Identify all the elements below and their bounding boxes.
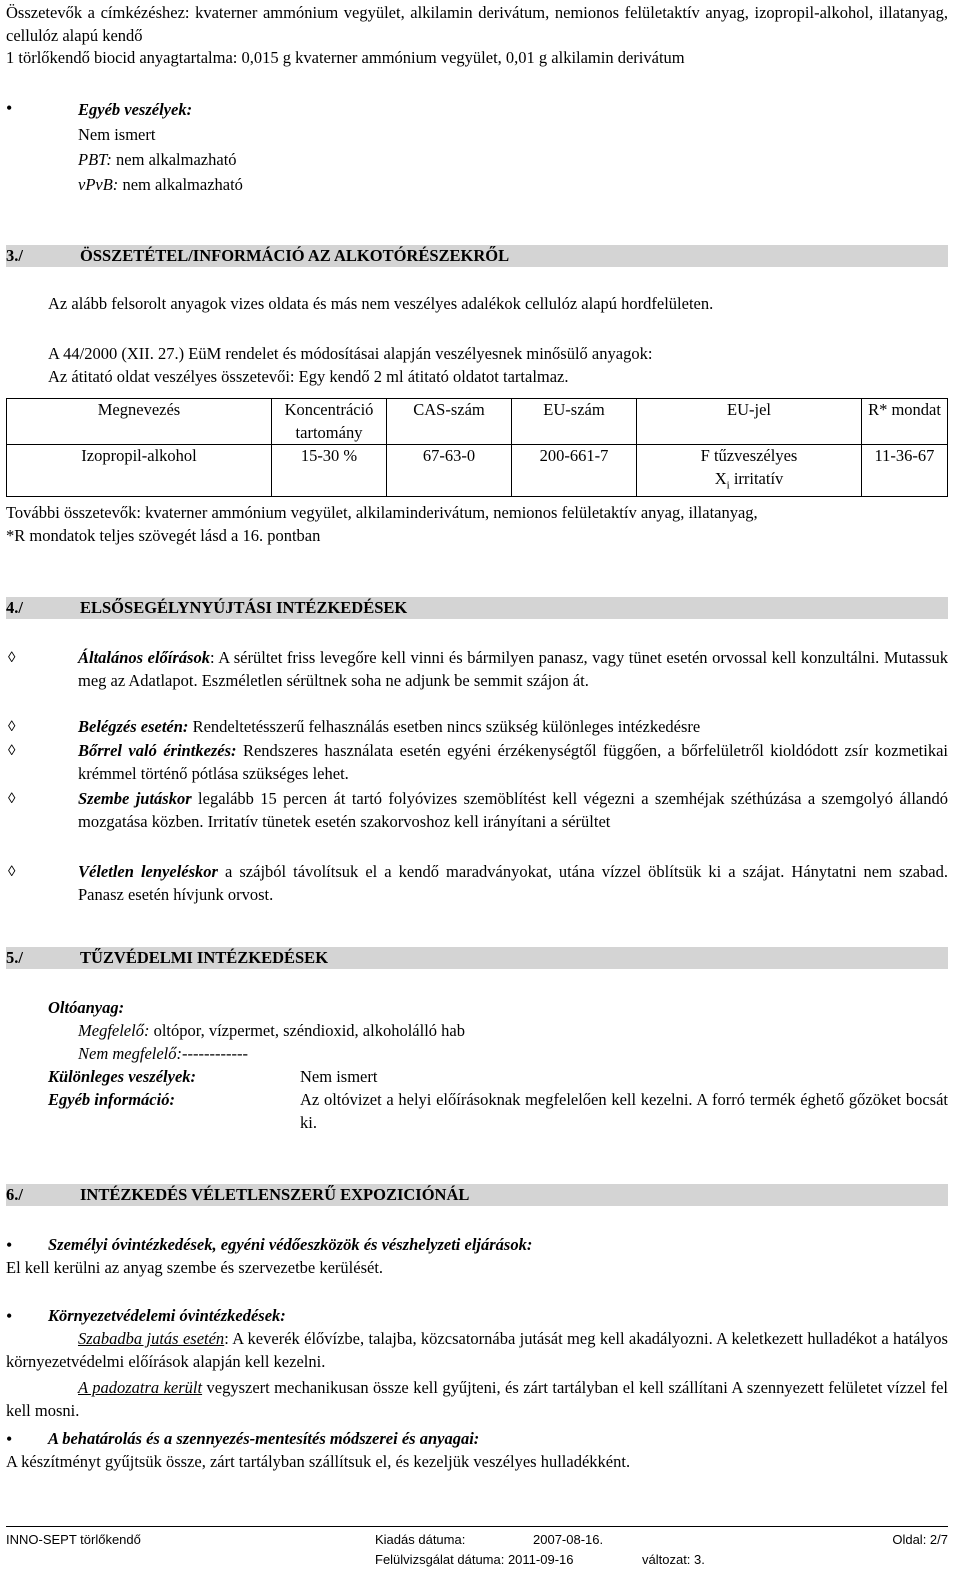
suitable-media-line (78, 1020, 465, 1043)
firstaid-general-text: A sérültet friss levegőre kell vinni és bármilyen panasz, vagy tünet esetén orvossal kell konzultálni. Mutassuk meg az Adatlapot. Eszméletlen sérültnek soha ne adjunk be semmit szájon át. (78, 648, 948, 690)
section-3-title: ÖSSZETÉTEL/INFORMÁCIÓ AZ ALKOTÓRÉSZEKRŐL (80, 246, 510, 265)
release-paragraph (6, 1328, 948, 1373)
unsuitable-label: Nem megfelelő: (78, 1044, 183, 1063)
composition-table (6, 398, 948, 497)
suitable-value: oltópor, vízpermet, széndioxid, alkoholálló hab (149, 1021, 465, 1040)
diamond-icon: ◊ (8, 650, 16, 666)
table-row (7, 445, 948, 497)
unsuitable-value: ------------ (182, 1044, 248, 1063)
other-info-value: Az oltóvizet a helyi előírásoknak megfelelően kell kezelni. A forró termék éghető gőzöket bocsát ki. (300, 1090, 948, 1132)
personal-precautions-title: Személyi óvintézkedések, egyéni védőeszközök és vészhelyzeti eljárások: (48, 1235, 533, 1254)
table-header-cell: Megnevezés (7, 399, 272, 445)
eujel-line1: F tűzveszélyes (700, 446, 798, 465)
other-hazards-title: Egyéb veszélyek: (78, 100, 193, 119)
table-cell-cas: 67-63-0 (387, 445, 512, 497)
section-3-para2: A 44/2000 (XII. 27.) EüM rendelet és módosításai alapján veszélyesnek minősülő anyagok: (48, 344, 653, 363)
intro-ingredients-line: Összetevők a címkézéshez: kvaterner ammónium vegyület, alkilamin derivátum, nemionos felületaktív anyag, izopropil-alkohol, illatanyag, cellulóz alapú kendő (6, 3, 948, 45)
intro-biocid-line: 1 törlőkendő biocid anyagtartalma: 0,015 g kvaterner ammónium vegyület, 0,01 g alkilamin derivátum (6, 48, 685, 67)
table-cell-conc: 15-30 % (272, 445, 387, 497)
pbt-line (78, 147, 243, 172)
vpvb-label: vPvB: (78, 175, 119, 194)
table-cell-name: Izopropil-alkohol (7, 445, 272, 497)
firstaid-inhalation-label: Belégzés esetén: (78, 717, 189, 736)
table-header-cell: CAS-szám (387, 399, 512, 445)
table-header-cell: EU-jel (637, 399, 862, 445)
suitable-label: Megfelelő: (78, 1021, 150, 1040)
footer-review-date: Felülvizsgálat dátuma: 2011-09-16 (375, 1552, 574, 1567)
pbt-label: PBT: (78, 150, 112, 169)
firstaid-ingestion (78, 861, 948, 906)
vpvb-line (78, 172, 243, 197)
firstaid-eyes (78, 788, 948, 833)
firstaid-general (78, 647, 948, 692)
floor-label: A padozatra került (78, 1378, 203, 1397)
eujel-x: X (714, 468, 727, 488)
section-3-header (6, 245, 948, 267)
floor-paragraph (6, 1377, 948, 1422)
firstaid-skin-label: Bőrrel való érintkezés: (78, 741, 237, 760)
section-3-number: 3./ (6, 246, 23, 265)
firstaid-inhalation (78, 716, 948, 739)
vpvb-value: nem alkalmazható (118, 175, 243, 194)
footer-product: INNO-SEPT törlőkendő (6, 1532, 141, 1547)
special-hazards-label: Különleges veszélyek: (48, 1067, 197, 1086)
section-6-header (6, 1184, 948, 1206)
footer-issue-date: 2007-08-16. (533, 1532, 604, 1547)
firstaid-general-sep: : (209, 648, 215, 667)
diamond-icon: ◊ (8, 791, 16, 807)
release-label: Szabadba jutás esetén (78, 1329, 225, 1348)
table-header-row (7, 399, 948, 445)
other-hazards-block (78, 97, 243, 197)
firstaid-ingestion-label: Véletlen lenyeléskor (78, 862, 218, 881)
eujel-line2 (639, 468, 859, 497)
diamond-icon: ◊ (8, 719, 16, 735)
personal-precautions-text: El kell kerülni az anyag szembe és szervezetbe kerülését. (6, 1258, 384, 1277)
other-hazards-value: Nem ismert (78, 125, 156, 144)
table-cell-r: 11-36-67 (862, 445, 948, 497)
footer-divider (6, 1526, 948, 1527)
extinguishing-media-title: Oltóanyag: (48, 998, 125, 1017)
env-precautions-title: Környezetvédelemi óvintézkedések: (48, 1306, 286, 1325)
firstaid-eyes-text: legalább 15 percen át tartó folyóvizes szemöblítést kell végezni a szemhéjak széthúzása a szemgolyó állandó mozgatása közben. Irritatív tünetek esetén szakorvoshoz kell irányítani a sérültet (78, 789, 948, 831)
section-5-title: TŰZVÉDELMI INTÉZKEDÉSEK (80, 948, 329, 967)
section-3-para3: Az átitató oldat veszélyes összetevői: Egy kendő 2 ml átitató oldatot tartalmaz. (48, 367, 569, 386)
section-5-number: 5./ (6, 948, 23, 967)
section-6-title: INTÉZKEDÉS VÉLETLENSZERŰ EXPOZICIÓNÁL (80, 1185, 470, 1204)
pbt-value: nem alkalmazható (111, 150, 237, 169)
footer-page-number: Oldal: 2/7 (892, 1532, 948, 1547)
firstaid-general-label: Általános előírások (78, 648, 210, 667)
table-header-cell: Koncentráció tartomány (272, 399, 387, 445)
table-cell-eu: 200-661-7 (512, 445, 637, 497)
firstaid-skin (78, 740, 948, 785)
footer-version: változat: 3. (642, 1552, 705, 1567)
section-4-title: ELSŐSEGÉLYNYÚJTÁSI INTÉZKEDÉSEK (80, 598, 408, 617)
release-text: : A keverék élővízbe, talajba, közcsatornába jutását meg kell akadályozni. A keletkezett hulladékot a hatályos környezetvédelmi előírások alapján kell kezelni. (6, 1329, 948, 1371)
firstaid-skin-text: Rendszeres használata esetén egyéni érzékenységtől függően, a bőrfelületről kioldódott zsír kozmetikai krémmel történő pótlása szükséges lehet. (78, 741, 948, 783)
firstaid-inhalation-text: Rendeltetésszerű felhasználás esetben nincs szükség különleges intézkedésre (188, 717, 701, 736)
bullet-icon: • (6, 1429, 13, 1449)
table-cell-eujel (637, 445, 862, 497)
firstaid-ingestion-text: a szájból távolítsuk el a kendő maradványokat, utána vízzel öblítsük ki a szájat. Hánytatni nem szabad. Panasz esetén hívjunk orvost. (78, 862, 949, 904)
section-5-header (6, 947, 948, 969)
containment-title: A behatárolás és a szennyezés-mentesítés módszerei és anyagai: (48, 1429, 480, 1448)
special-hazards-value: Nem ismert (300, 1067, 378, 1086)
diamond-icon: ◊ (8, 864, 16, 880)
section-4-header (6, 597, 948, 619)
bullet-icon: • (6, 1306, 13, 1326)
bullet-icon: • (6, 1235, 13, 1255)
eujel-sub: i (726, 478, 730, 491)
other-info-label: Egyéb információ: (48, 1090, 175, 1109)
bullet-icon: • (6, 98, 13, 118)
footer-issue-label: Kiadás dátuma: (375, 1532, 466, 1547)
section-6-number: 6./ (6, 1185, 23, 1204)
section-3-para1: Az alább felsorolt anyagok vizes oldata és más nem veszélyes adalékok cellulóz alapú hordfelületen. (48, 294, 714, 313)
floor-text: vegyszert mechanikusan össze kell gyűjteni, és zárt tartályban el kell szállítani A szennyezett felületet vízzel fel kell mosni. (6, 1378, 948, 1420)
table-header-cell: R* mondat (862, 399, 948, 445)
eujel-irritant: irritatív (729, 468, 784, 488)
firstaid-eyes-label: Szembe jutáskor (78, 789, 192, 808)
unsuitable-media-line (78, 1043, 248, 1066)
section-3-after2: *R mondatok teljes szövegét lásd a 16. pontban (6, 526, 321, 545)
section-4-number: 4./ (6, 598, 23, 617)
diamond-icon: ◊ (8, 743, 16, 759)
table-header-cell: EU-szám (512, 399, 637, 445)
containment-text: A készítményt gyűjtsük össze, zárt tartályban szállítsuk el, és kezeljük veszélyes hulladékként. (6, 1452, 631, 1471)
section-3-after1: További összetevők: kvaterner ammónium vegyület, alkilaminderivátum, nemionos felületaktív anyag, illatanyag, (6, 503, 758, 522)
